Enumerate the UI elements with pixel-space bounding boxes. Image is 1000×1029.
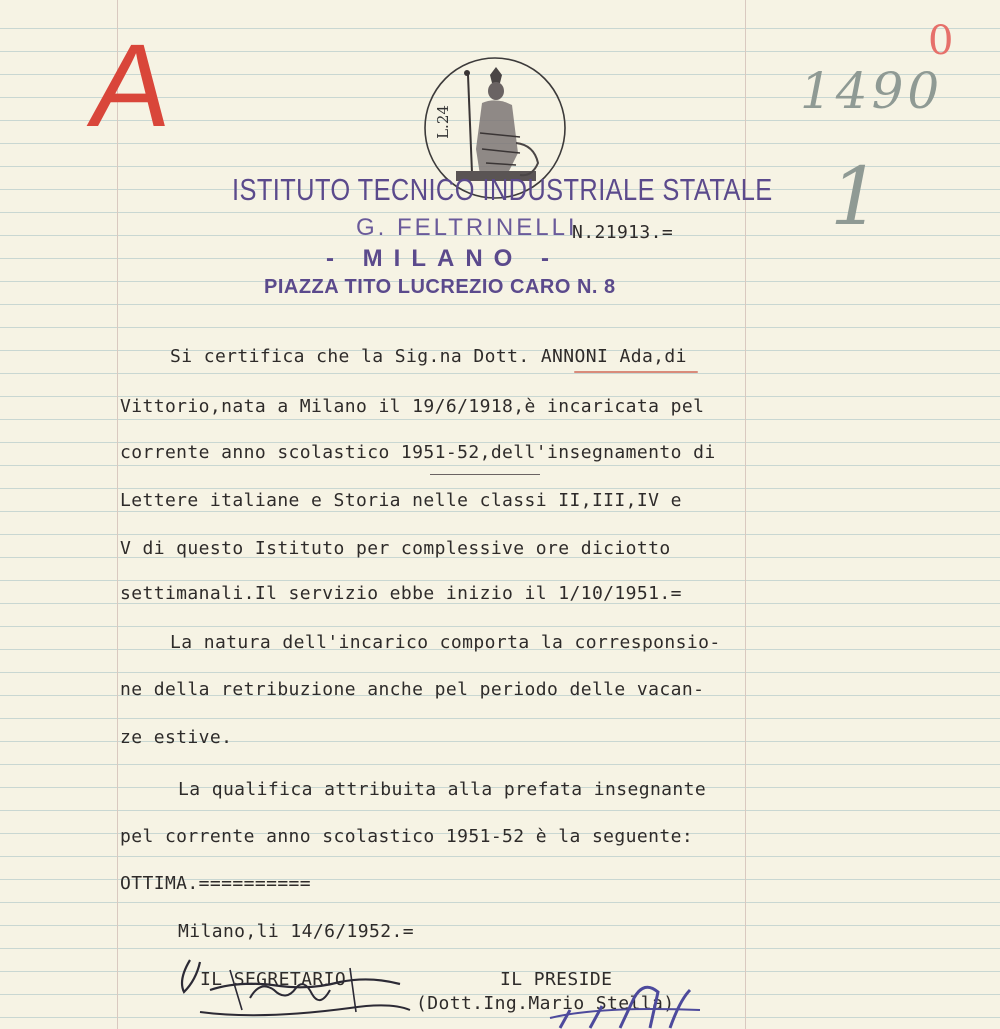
stamp-address: PIAZZA TITO LUCREZIO CARO N. 8 — [264, 276, 616, 298]
protocol-number: N.21913.= — [572, 222, 674, 243]
stamp-city: - MILANO - — [326, 245, 560, 272]
body-line: settimanali.Il servizio ebbe inizio il 1/10/1951.= — [120, 583, 682, 604]
year-underline — [430, 474, 540, 475]
preside-name: (Dott.Ing.Mario Stella) — [416, 993, 675, 1014]
body-line: corrente anno scolastico 1951-52,dell'insegnamento di — [120, 442, 716, 463]
body-line: Si certifica che la Sig.na Dott. ANNONI Ada,di — [170, 346, 687, 367]
body-line: pel corrente anno scolastico 1951-52 è la seguente: — [120, 826, 694, 847]
qualification-line: OTTIMA.========== — [120, 873, 312, 894]
preside-title: IL PRESIDE — [500, 969, 613, 990]
archive-number: 1490 — [800, 62, 944, 120]
body-line: La natura dell'incarico comporta la corresponsio- — [170, 632, 721, 653]
stamp-institute-name: ISTITUTO TECNICO INDUSTRIALE STATALE — [232, 172, 773, 207]
date-line: Milano,li 14/6/1952.= — [178, 921, 414, 942]
archive-circle-mark: 0 — [928, 18, 954, 64]
stamp-institute-subtitle: G. FELTRINELLI — [356, 214, 578, 241]
body-line: ne della retribuzione anche pel periodo delle vacan- — [120, 679, 705, 700]
body-line: Lettere italiane e Storia nelle classi II,III,IV e — [120, 490, 682, 511]
body-line: Vittorio,nata a Milano il 19/6/1918,è incaricata pel — [120, 396, 705, 417]
margin-line — [117, 0, 118, 1029]
preside-signature-icon — [540, 970, 720, 1029]
body-line: ze estive. — [120, 727, 233, 748]
seal-label: L.24 — [433, 105, 452, 139]
secretary-title: IL SEGRETARIO — [200, 969, 347, 990]
corner-mark: A — [82, 20, 180, 152]
margin-line — [745, 0, 746, 1029]
body-line: V di questo Istituto per complessive ore diciotto — [120, 538, 671, 559]
secretary-signature-icon — [170, 950, 430, 1029]
name-underline — [574, 371, 698, 373]
archive-sub-number: 1 — [830, 150, 881, 243]
body-line: La qualifica attribuita alla prefata insegnante — [178, 779, 707, 800]
